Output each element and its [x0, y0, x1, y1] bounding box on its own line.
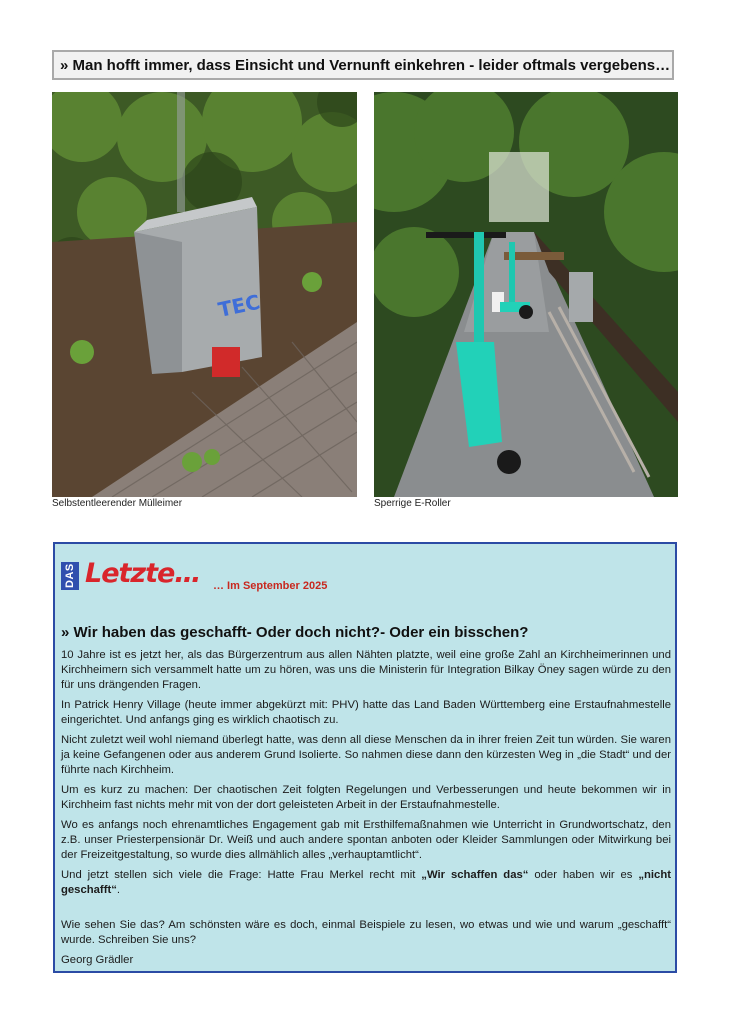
trash-can-photo — [52, 92, 357, 497]
e-scooter-photo — [374, 92, 678, 497]
question-paragraph — [61, 868, 671, 898]
article-title: » Wir haben das geschafft- Oder doch nicht?- Oder ein bisschen? — [61, 624, 529, 641]
paragraph: In Patrick Henry Village (heute immer abgekürzt mit: PHV) hatte das Land Baden Württemberg eine Erstaufnahmestelle eingerichtet. Und anfangs ging es wirklich chaotisch zu. — [61, 699, 671, 726]
photo-caption-trash: Selbstentleerender Mülleimer — [52, 498, 183, 509]
quote-nicht-geschafft: „nicht geschafft“ — [61, 869, 671, 896]
logo-das: DAS — [61, 562, 79, 590]
article-body — [61, 648, 671, 973]
question-text-mid: oder haben wir es — [528, 869, 639, 881]
headline-box — [52, 50, 674, 80]
paragraph: Um es kurz zu machen: Der chaotischen Zeit folgten Regelungen und Verbesserungen und heute bekommen wir in Kirchheim fast nichts mehr mit von der dort geleisteten Arbeit in der Erstaufnahmestelle. — [61, 784, 671, 811]
headline: » Man hofft immer, dass Einsicht und Vernunft einkehren - leider oftmals vergebens… — [60, 56, 671, 74]
question-end: . — [116, 884, 121, 896]
issue-date: … Im September 2025 — [213, 580, 328, 592]
svg-text:TEC: TEC — [216, 289, 263, 322]
paragraph: 10 Jahre ist es jetzt her, als das Bürgerzentrum aus allen Nähten platzte, weil eine große Zahl an Kirchheimerinnen und Kirchheimern sich versammelt hatte um zu hören, was uns die Ministerin für Integration Bilkay Öney sagen würde zu den für uns drängenden Fragen. — [61, 649, 671, 691]
paragraph: Nicht zuletzt weil wohl niemand überlegt hatte, was denn all diese Menschen da in ihrer freien Zeit tun würden. Sie waren ja keine Gefangenen oder aus anderem Grund Isolierte. So nahmen diese dann den kürzesten Weg in „die Stadt“ und der führte nach Kirchheim. — [61, 734, 671, 776]
author: Georg Grädler — [61, 954, 134, 966]
closing-paragraph: Wie sehen Sie das? Am schönsten wäre es doch, einmal Beispiele zu lesen, wo etwas und wie und warum „geschafft“ wurde. Schreiben Sie uns? — [61, 919, 671, 946]
photo-caption-scooter: Sperrige E-Roller — [374, 498, 451, 509]
logo-letzte: Letzte… — [85, 558, 201, 589]
quote-wir-schaffen-das: „Wir schaffen das“ — [421, 869, 529, 881]
paragraph: Wo es anfangs noch ehrenamtliches Engagement gab mit Ersthilfemaßnahmen wie Unterricht in Grundwortschatz, den z.B. unser Priesterpensionär Dr. Weiß und auch andere spontan anboten oder Kleider Sammlungen oder Mitwirkung bei der Freizeitgestaltung, so wurde dies allmählich alles „verhauptamtlicht“. — [61, 819, 671, 861]
das-letzte-logo — [61, 558, 201, 592]
question-text: Und jetzt stellen sich viele die Frage: Hatte Frau Merkel recht mit — [61, 869, 422, 881]
das-letzte-column — [53, 542, 677, 973]
